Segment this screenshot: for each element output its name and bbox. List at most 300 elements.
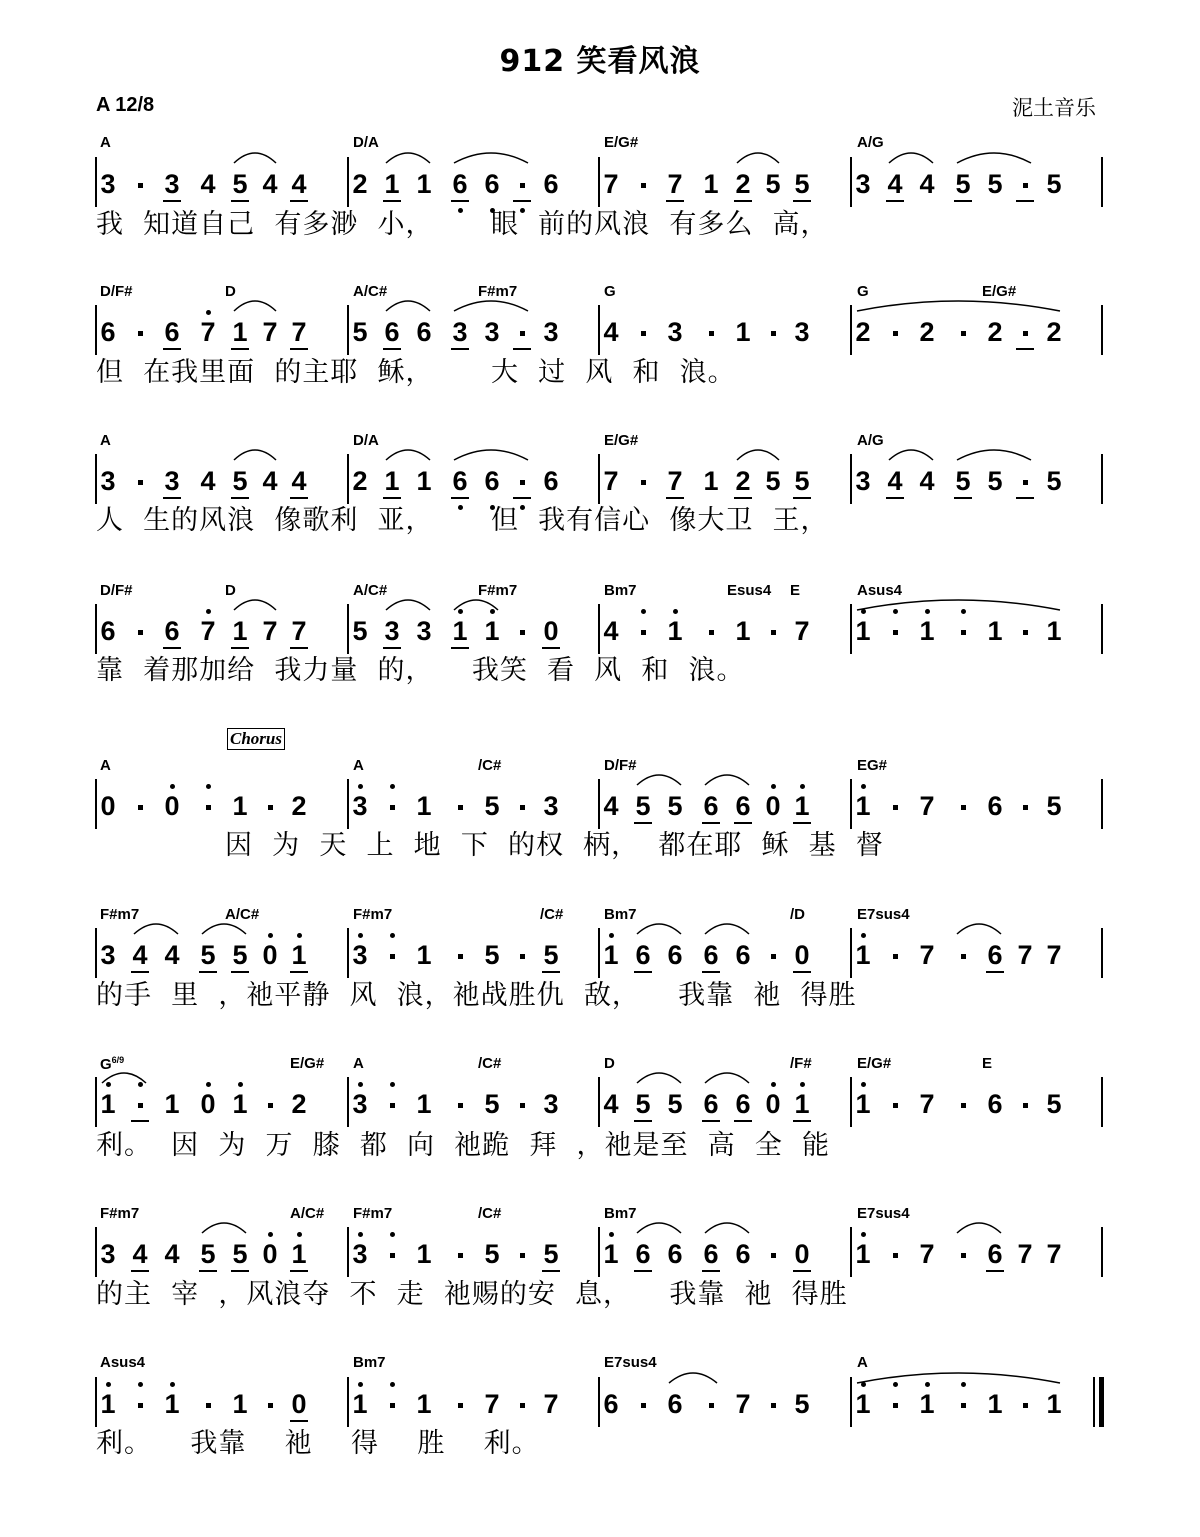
duration-dot <box>138 331 143 336</box>
jianpu-note: 1 <box>484 616 500 646</box>
jianpu-note: 4 <box>262 466 278 496</box>
tie-arc <box>454 301 528 311</box>
jianpu-note: 7 <box>1046 1239 1062 1269</box>
duration-dot <box>458 1403 463 1408</box>
jianpu-note: 1 <box>232 616 248 646</box>
duration-dot <box>771 331 776 336</box>
lyric-line: 的主 宰 ，风浪夺 不 走 祂赐的安 息， 我靠 祂 得胜 <box>96 1279 848 1310</box>
jianpu-note: 6 <box>703 1089 719 1119</box>
jianpu-note: 5 <box>794 1389 810 1419</box>
octave-high-dot <box>961 609 966 614</box>
duration-dot <box>641 630 646 635</box>
jianpu-note: 1 <box>416 466 432 496</box>
jianpu-note: 4 <box>887 466 903 496</box>
jianpu-note: 1 <box>855 616 871 646</box>
duration-dot <box>390 954 395 959</box>
tie-arc <box>454 153 528 163</box>
jianpu-note: 6 <box>635 940 651 970</box>
jianpu-note: 7 <box>291 317 307 347</box>
jianpu-note: 2 <box>987 317 1003 347</box>
duration-dot <box>206 805 211 810</box>
barline <box>1101 1077 1103 1127</box>
duration-dot <box>520 1103 525 1108</box>
octave-high-dot <box>861 1232 866 1237</box>
lyric-line: 的手 里 ，祂平静 风 浪，祂战胜仇 敌， 我靠 祂 得胜 <box>96 980 857 1011</box>
octave-high-dot <box>961 1382 966 1387</box>
jianpu-note: 5 <box>667 1089 683 1119</box>
jianpu-note: 6 <box>987 940 1003 970</box>
jianpu-note: 7 <box>667 169 683 199</box>
jianpu-note: 7 <box>1017 940 1033 970</box>
jianpu-note: 7 <box>603 466 619 496</box>
jianpu-note: 2 <box>919 317 935 347</box>
jianpu-note: 3 <box>855 169 871 199</box>
octave-high-dot <box>390 1382 395 1387</box>
chord-symbol: Asus4 <box>857 582 903 599</box>
jianpu-note: 7 <box>794 616 810 646</box>
tie-arc <box>889 450 933 460</box>
tie-arc <box>857 1373 1060 1383</box>
jianpu-note: 3 <box>543 317 559 347</box>
jianpu-note: 1 <box>794 791 810 821</box>
tie-arc <box>134 924 178 934</box>
duration-dot <box>390 1403 395 1408</box>
tie-arc <box>202 924 246 934</box>
jianpu-note: 5 <box>635 791 651 821</box>
jianpu-note: 1 <box>855 1389 871 1419</box>
jianpu-note: 1 <box>919 616 935 646</box>
octave-high-dot <box>641 609 646 614</box>
jianpu-note: 3 <box>352 1239 368 1269</box>
jianpu-note: 1 <box>919 1389 935 1419</box>
jianpu-note: 1 <box>384 466 400 496</box>
duration-dot <box>709 331 714 336</box>
octave-high-dot <box>458 609 463 614</box>
jianpu-note: 0 <box>262 1239 278 1269</box>
barline <box>1093 1377 1095 1427</box>
jianpu-note: 6 <box>703 940 719 970</box>
octave-high-dot <box>800 784 805 789</box>
jianpu-note: 6 <box>543 466 559 496</box>
octave-high-dot <box>358 1382 363 1387</box>
jianpu-note: 1 <box>703 466 719 496</box>
jianpu-note: 5 <box>1046 791 1062 821</box>
jianpu-note: 5 <box>484 791 500 821</box>
duration-dot <box>458 1253 463 1258</box>
chord-symbol: E/G# <box>604 134 639 151</box>
duration-dot <box>138 183 143 188</box>
octave-high-dot <box>390 1082 395 1087</box>
chord-symbol: D/F# <box>100 283 133 300</box>
jianpu-note: 4 <box>603 616 619 646</box>
octave-high-dot <box>206 784 211 789</box>
jianpu-note: 0 <box>765 791 781 821</box>
jianpu-note: 7 <box>200 317 216 347</box>
jianpu-note: 5 <box>484 1239 500 1269</box>
chord-symbol: /F# <box>790 1055 812 1072</box>
chord-symbol: D/A <box>353 134 379 151</box>
jianpu-note: 3 <box>416 616 432 646</box>
duration-dot <box>961 954 966 959</box>
jianpu-note: 3 <box>100 466 116 496</box>
jianpu-note: 6 <box>452 169 468 199</box>
chord-symbol: /C# <box>540 906 564 923</box>
octave-high-dot <box>238 1082 243 1087</box>
jianpu-note: 6 <box>667 940 683 970</box>
tie-arc <box>386 600 430 610</box>
jianpu-note: 6 <box>384 317 400 347</box>
jianpu-note: 2 <box>352 169 368 199</box>
beam-underline <box>1016 200 1034 202</box>
duration-dot <box>961 1103 966 1108</box>
tie-arc <box>889 153 933 163</box>
jianpu-note: 7 <box>200 616 216 646</box>
jianpu-note: 6 <box>735 940 751 970</box>
jianpu-note: 0 <box>794 940 810 970</box>
tie-arc <box>957 924 1001 934</box>
tie-arc <box>234 600 276 610</box>
barline <box>1099 1377 1104 1427</box>
jianpu-note: 1 <box>452 616 468 646</box>
jianpu-note: 4 <box>164 940 180 970</box>
jianpu-note: 0 <box>794 1239 810 1269</box>
jianpu-note: 5 <box>955 466 971 496</box>
duration-dot <box>961 630 966 635</box>
barline <box>1101 305 1103 355</box>
jianpu-note: 7 <box>919 1089 935 1119</box>
jianpu-note: 1 <box>855 940 871 970</box>
jianpu-note: 5 <box>232 1239 248 1269</box>
octave-high-dot <box>673 609 678 614</box>
jianpu-note: 1 <box>603 1239 619 1269</box>
duration-dot <box>641 1403 646 1408</box>
tie-arc <box>705 775 749 785</box>
jianpu-note: 1 <box>164 1089 180 1119</box>
chord-symbol: A <box>100 432 111 449</box>
chord-symbol: A <box>100 134 111 151</box>
key-signature: A 12/8 <box>96 94 155 116</box>
jianpu-note: 4 <box>164 1239 180 1269</box>
octave-high-dot <box>390 933 395 938</box>
octave-high-dot <box>297 933 302 938</box>
chord-symbol: Bm7 <box>604 582 637 599</box>
duration-dot <box>1023 630 1028 635</box>
octave-high-dot <box>268 933 273 938</box>
tie-arc <box>637 1223 681 1233</box>
chord-symbol: E <box>982 1055 993 1072</box>
octave-high-dot <box>490 609 495 614</box>
jianpu-note: 4 <box>200 466 216 496</box>
chord-symbol: F#m7 <box>100 1205 140 1222</box>
tie-arc <box>737 153 779 163</box>
duration-dot <box>641 183 646 188</box>
jianpu-note: 6 <box>603 1389 619 1419</box>
jianpu-note: 3 <box>384 616 400 646</box>
chord-symbol: G <box>857 283 869 300</box>
jianpu-note: 6 <box>987 791 1003 821</box>
tie-arc <box>705 1223 749 1233</box>
chord-symbol: E7sus4 <box>857 1205 910 1222</box>
jianpu-note: 6 <box>543 169 559 199</box>
chord-symbol: Asus4 <box>100 1354 146 1371</box>
octave-high-dot <box>861 1082 866 1087</box>
tie-arc <box>737 450 779 460</box>
duration-dot <box>520 183 525 188</box>
jianpu-note: 1 <box>232 317 248 347</box>
beam-underline <box>954 497 972 499</box>
publisher: 泥土音乐 <box>1012 96 1096 120</box>
jianpu-note: 4 <box>262 169 278 199</box>
tie-arc <box>202 1223 246 1233</box>
jianpu-note: 5 <box>635 1089 651 1119</box>
duration-dot <box>390 1103 395 1108</box>
jianpu-note: 5 <box>987 466 1003 496</box>
jianpu-note: 2 <box>735 169 751 199</box>
jianpu-note: 3 <box>452 317 468 347</box>
duration-dot <box>520 630 525 635</box>
jianpu-note: 2 <box>291 791 307 821</box>
duration-dot <box>709 1403 714 1408</box>
jianpu-note: 7 <box>1046 940 1062 970</box>
duration-dot <box>893 1403 898 1408</box>
jianpu-note: 3 <box>352 940 368 970</box>
beam-underline <box>1016 497 1034 499</box>
duration-dot <box>520 954 525 959</box>
beam-underline <box>793 1120 811 1122</box>
barline <box>1101 604 1103 654</box>
duration-dot <box>961 331 966 336</box>
chord-symbol: A/C# <box>225 906 260 923</box>
jianpu-note: 5 <box>765 169 781 199</box>
jianpu-note: 0 <box>164 791 180 821</box>
chord-symbol: E/G# <box>982 283 1017 300</box>
jianpu-note: 4 <box>132 1239 148 1269</box>
song-title: 912 笑看风浪 <box>499 44 701 79</box>
jianpu-note: 4 <box>291 466 307 496</box>
chord-symbol: E/G# <box>604 432 639 449</box>
octave-high-dot <box>206 1082 211 1087</box>
jianpu-note: 1 <box>794 1089 810 1119</box>
jianpu-note: 1 <box>987 1389 1003 1419</box>
duration-dot <box>961 1253 966 1258</box>
jianpu-note: 3 <box>794 317 810 347</box>
jianpu-note: 1 <box>416 1239 432 1269</box>
jianpu-note: 0 <box>200 1089 216 1119</box>
chord-symbol: D <box>604 1055 615 1072</box>
duration-dot <box>771 954 776 959</box>
jianpu-note: 0 <box>100 791 116 821</box>
duration-dot <box>709 630 714 635</box>
jianpu-note: 5 <box>232 940 248 970</box>
jianpu-note: 5 <box>484 940 500 970</box>
chord-symbol: A/G <box>857 432 884 449</box>
duration-dot <box>268 1403 273 1408</box>
octave-high-dot <box>358 784 363 789</box>
tie-arc <box>669 1373 717 1383</box>
chord-symbol: A/C# <box>353 283 388 300</box>
duration-dot <box>206 1403 211 1408</box>
jianpu-note: 0 <box>291 1389 307 1419</box>
duration-dot <box>1023 1103 1028 1108</box>
jianpu-note: 1 <box>100 1389 116 1419</box>
chord-symbol: D/A <box>353 432 379 449</box>
chord-symbol: G <box>604 283 616 300</box>
jianpu-note: 1 <box>987 616 1003 646</box>
chord-symbol: /C# <box>478 757 502 774</box>
jianpu-note: 4 <box>291 169 307 199</box>
jianpu-note: 6 <box>164 317 180 347</box>
tie-arc <box>637 775 681 785</box>
chord-symbol: A/C# <box>353 582 388 599</box>
chord-symbol: F#m7 <box>353 1205 393 1222</box>
duration-dot <box>458 805 463 810</box>
jianpu-note: 0 <box>543 616 559 646</box>
jianpu-note: 5 <box>765 466 781 496</box>
beam-underline <box>986 971 1004 973</box>
chorus-label: Chorus <box>227 728 285 750</box>
jianpu-note: 1 <box>384 169 400 199</box>
jianpu-note: 5 <box>484 1089 500 1119</box>
jianpu-note: 1 <box>735 317 751 347</box>
jianpu-note: 6 <box>416 317 432 347</box>
jianpu-note: 6 <box>735 1089 751 1119</box>
duration-dot <box>771 630 776 635</box>
chord-symbol: /C# <box>478 1205 502 1222</box>
jianpu-note: 1 <box>232 1389 248 1419</box>
jianpu-note: 2 <box>735 466 751 496</box>
chord-symbol: A <box>857 1354 868 1371</box>
jianpu-note: 1 <box>667 616 683 646</box>
octave-high-dot <box>609 933 614 938</box>
jianpu-note: 7 <box>291 616 307 646</box>
jianpu-note: 6 <box>635 1239 651 1269</box>
jianpu-note: 4 <box>200 169 216 199</box>
jianpu-note: 1 <box>232 1089 248 1119</box>
tie-arc <box>857 600 1060 610</box>
jianpu-note: 7 <box>1017 1239 1033 1269</box>
tie-arc <box>454 450 528 460</box>
lyric-line: 因 为 天 上 地 下 的权 柄， 都在耶 稣 基 督 <box>225 830 884 861</box>
jianpu-note: 5 <box>232 169 248 199</box>
duration-dot <box>520 805 525 810</box>
chord-symbol: E/G# <box>857 1055 892 1072</box>
chord-symbol: D <box>225 283 236 300</box>
chord-symbol: E <box>790 582 801 599</box>
jianpu-note: 5 <box>794 466 810 496</box>
duration-dot <box>138 480 143 485</box>
beam-underline <box>734 1120 752 1122</box>
jianpu-note: 5 <box>794 169 810 199</box>
duration-dot <box>893 331 898 336</box>
jianpu-note: 7 <box>603 169 619 199</box>
octave-high-dot <box>206 310 211 315</box>
jianpu-note: 1 <box>232 791 248 821</box>
tie-arc <box>386 153 430 163</box>
jianpu-note: 3 <box>855 466 871 496</box>
tie-arc <box>386 301 430 311</box>
chord-symbol: A <box>353 757 364 774</box>
jianpu-note: 3 <box>352 791 368 821</box>
duration-dot <box>641 480 646 485</box>
octave-high-dot <box>106 1082 111 1087</box>
duration-dot <box>138 630 143 635</box>
jianpu-note: 7 <box>919 1239 935 1269</box>
chord-symbol: A <box>353 1055 364 1072</box>
chord-symbol: E/G# <box>290 1055 325 1072</box>
jianpu-note: 6 <box>703 791 719 821</box>
jianpu-note: 3 <box>484 317 500 347</box>
jianpu-note: 6 <box>987 1239 1003 1269</box>
jianpu-note: 3 <box>164 169 180 199</box>
jianpu-note: 4 <box>919 169 935 199</box>
octave-high-dot <box>390 784 395 789</box>
octave-high-dot <box>771 784 776 789</box>
chord-symbol: E7sus4 <box>857 906 910 923</box>
jianpu-note: 1 <box>1046 1389 1062 1419</box>
jianpu-note: 4 <box>887 169 903 199</box>
tie-arc <box>957 1223 1001 1233</box>
chord-symbol: E7sus4 <box>604 1354 657 1371</box>
octave-high-dot <box>861 933 866 938</box>
duration-dot <box>771 1403 776 1408</box>
jianpu-note: 3 <box>100 940 116 970</box>
jianpu-note: 1 <box>291 1239 307 1269</box>
jianpu-note: 5 <box>955 169 971 199</box>
duration-dot <box>1023 805 1028 810</box>
jianpu-note: 4 <box>603 1089 619 1119</box>
octave-high-dot <box>925 609 930 614</box>
chord-symbol: F#m7 <box>100 906 140 923</box>
jianpu-note: 5 <box>232 466 248 496</box>
duration-dot <box>893 954 898 959</box>
jianpu-note: 3 <box>543 791 559 821</box>
duration-dot <box>961 1403 966 1408</box>
jianpu-note: 5 <box>352 616 368 646</box>
jianpu-note: 6 <box>667 1389 683 1419</box>
duration-dot <box>138 1403 143 1408</box>
jianpu-note: 5 <box>543 940 559 970</box>
octave-high-dot <box>138 1082 143 1087</box>
jianpu-note: 6 <box>164 616 180 646</box>
octave-high-dot <box>861 609 866 614</box>
jianpu-note: 4 <box>603 791 619 821</box>
duration-dot <box>520 1253 525 1258</box>
jianpu-note: 4 <box>132 940 148 970</box>
tie-arc <box>957 450 1031 460</box>
barline <box>1101 779 1103 829</box>
octave-high-dot <box>861 784 866 789</box>
tie-arc <box>957 153 1031 163</box>
jianpu-note: 1 <box>735 616 751 646</box>
octave-high-dot <box>771 1082 776 1087</box>
chord-symbol: $G^{6/9}$ <box>100 1055 125 1073</box>
jianpu-note: 1 <box>855 1239 871 1269</box>
octave-high-dot <box>358 933 363 938</box>
octave-high-dot <box>390 1232 395 1237</box>
chord-symbol: D/F# <box>100 582 133 599</box>
jianpu-note: 7 <box>262 317 278 347</box>
jianpu-note: 1 <box>164 1389 180 1419</box>
beam-underline <box>1016 348 1034 350</box>
chord-symbol: D/F# <box>604 757 637 774</box>
jianpu-note: 5 <box>667 791 683 821</box>
duration-dot <box>138 805 143 810</box>
octave-high-dot <box>861 1382 866 1387</box>
jianpu-note: 5 <box>200 1239 216 1269</box>
chord-symbol: Bm7 <box>604 906 637 923</box>
tie-arc <box>705 1073 749 1083</box>
jianpu-note: 2 <box>855 317 871 347</box>
